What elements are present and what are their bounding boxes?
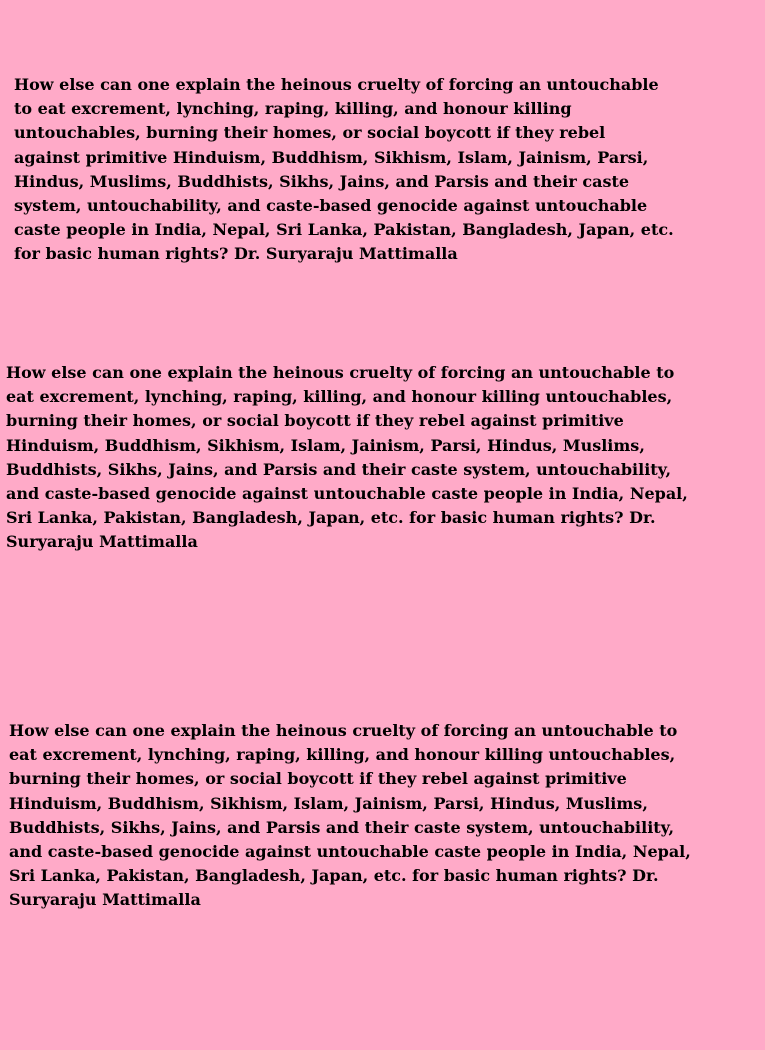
quote-paragraph-2: How else can one explain the heinous cruelty of forcing an untouchable to eat excrement, lynching, raping, killing, and honour killing untouchables, burning their homes, or social boycott if they rebel against primitive Hinduism, Buddhism, Sikhism, Islam, Jainism, Parsi, Hindus, Muslims, Buddhists, Sikhs, Jains, and Parsis and their caste system, untouchability, and caste-based genocide against untouchable caste people in India, Nepal, Sri Lanka, Pakistan, Bangladesh, Japan, etc. for basic human rights? Dr. Suryaraju Mattimalla: [6, 363, 688, 552]
quote-paragraph-3: How else can one explain the heinous cruelty of forcing an untouchable to eat excrement, lynching, raping, killing, and honour killing untouchables, burning their homes, or social boycott if they rebel against primitive Hinduism, Buddhism, Sikhism, Islam, Jainism, Parsi, Hindus, Muslims, Buddhists, Sikhs, Jains, and Parsis and their caste system, untouchability, and caste-based genocide against untouchable caste people in India, Nepal, Sri Lanka, Pakistan, Bangladesh, Japan, etc. for basic human rights? Dr. Suryaraju Mattimalla: [9, 721, 691, 910]
quote-paragraph-1: How else can one explain the heinous cruelty of forcing an untouchable to eat excrement, lynching, raping, killing, and honour killing untouchables, burning their homes, or social boycott if they rebel against primitive Hinduism, Buddhism, Sikhism, Islam, Jainism, Parsi, Hindus, Muslims, Buddhists, Sikhs, Jains, and Parsis and their caste system, untouchability, and caste-based genocide against untouchable caste people in India, Nepal, Sri Lanka, Pakistan, Bangladesh, Japan, etc. for basic human rights? Dr. Suryaraju Mattimalla: [14, 75, 674, 264]
